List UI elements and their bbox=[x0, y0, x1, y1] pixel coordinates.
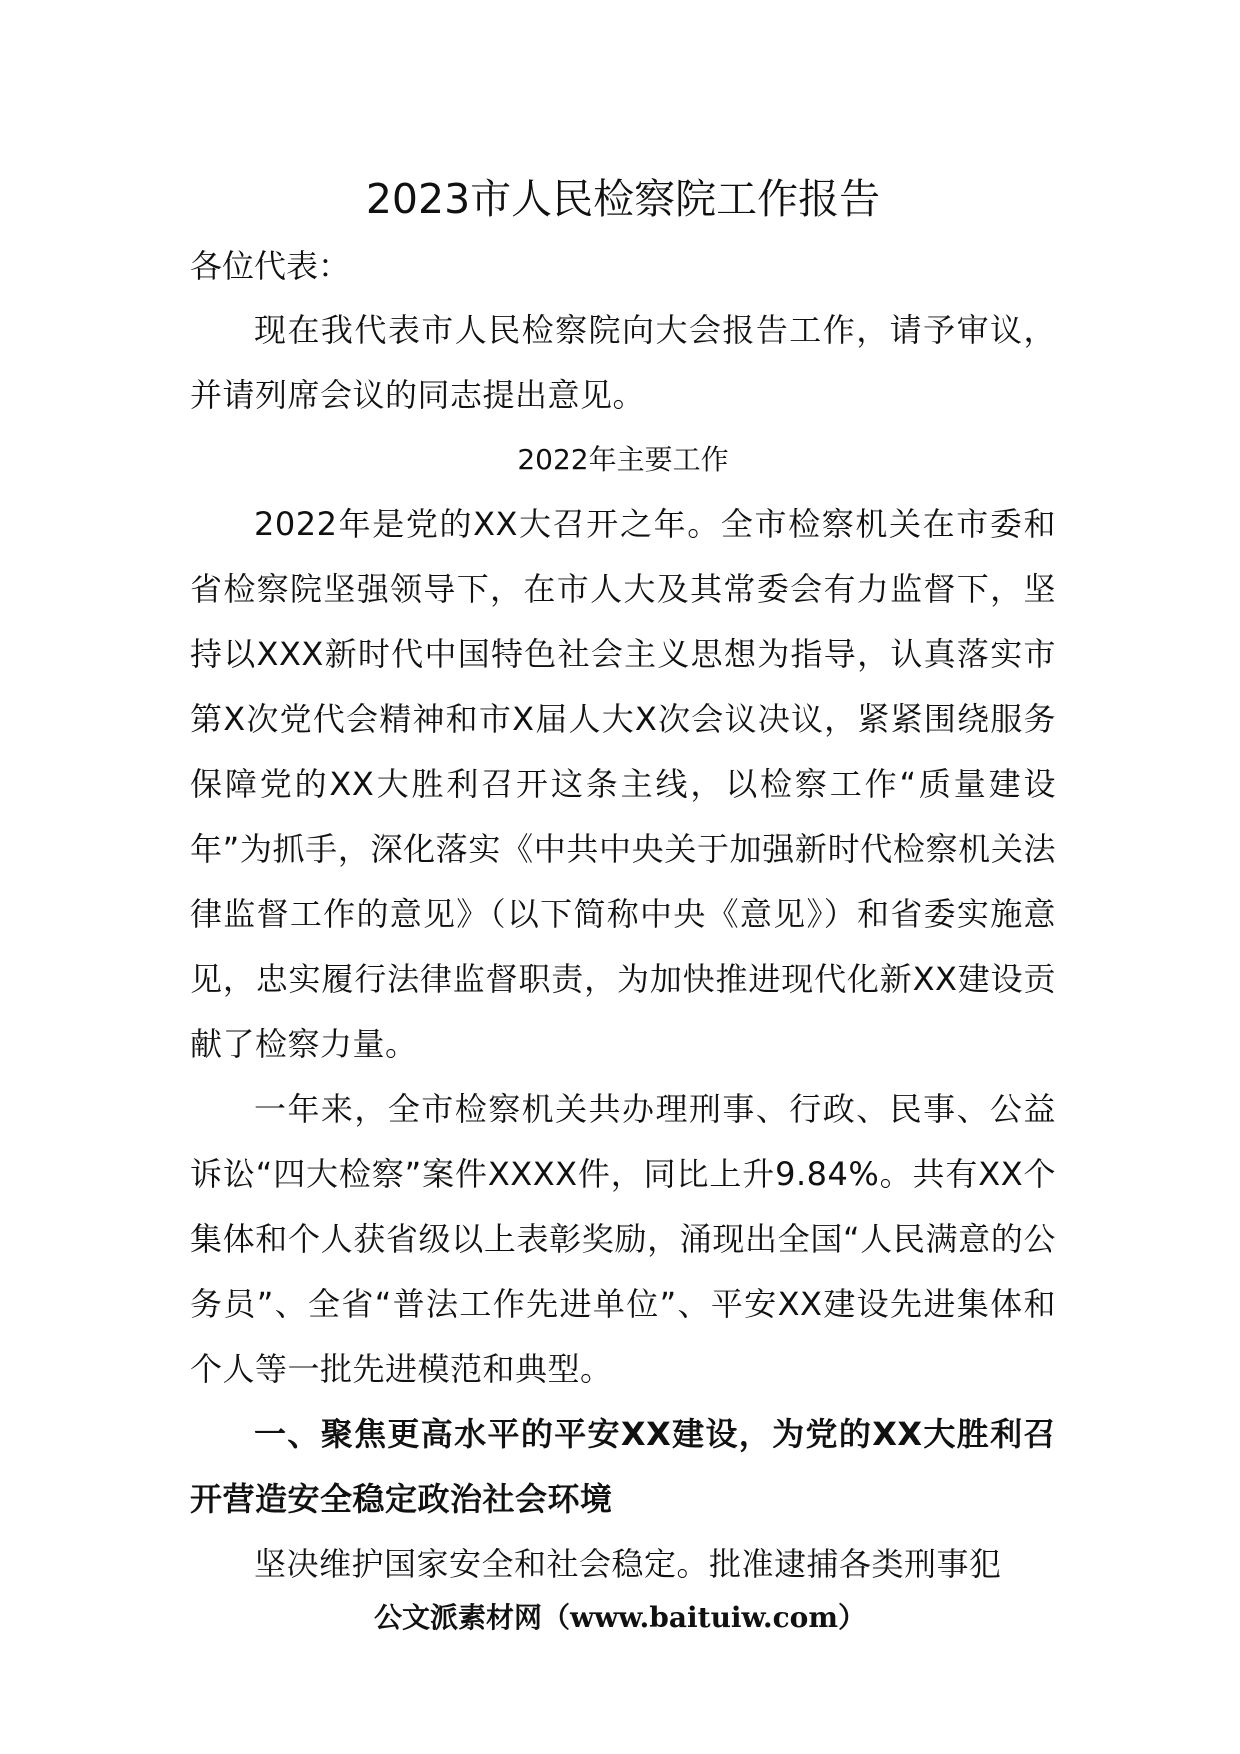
intro-paragraph: 现在我代表市人民检察院向大会报告工作，请予审议，并请列席会议的同志提出意见。 bbox=[190, 311, 1056, 414]
footer-watermark: 公文派素材网（www.baituiw.com） bbox=[374, 1601, 866, 1634]
paragraph-2: 一年来，全市检察机关共办理刑事、行政、民事、公益诉讼“四大检察”案件XXXX件，同比上升9.84%。共有XX个集体和个人获省级以上表彰奖励，涌现出全国“人民满意的公务员”、全省“普法工作先进单位”、平安XX建设先进集体和个人等一批先进模范和典型。 bbox=[190, 1090, 1056, 1388]
salutation: 各位代表： bbox=[190, 247, 351, 285]
paragraph-1: 2022年是党的XX大召开之年。全市检察机关在市委和省检察院坚强领导下，在市人大及其常委会有力监督下，坚持以XXX新时代中国特色社会主义思想为指导，认真落实市第X次党代会精神和市X届人大X次会议决议，紧紧围绕服务保障党的XX大胜利召开这条主线，以检察工作“质量建设年”为抓手，深化落实《中共中央关于加强新时代检察机关法律监督工作的意见》（以下简称中央《意见》）和省委实施意见，忠实履行法律监督职责，为加快推进现代化新XX建设贡献了检察力量。 bbox=[190, 505, 1056, 1063]
document-body bbox=[190, 170, 1056, 1597]
section-title: 2022年主要工作 bbox=[517, 443, 729, 476]
heading-1: 一、聚焦更高水平的平安XX建设，为党的XX大胜利召开营造安全稳定政治社会环境 bbox=[190, 1415, 1056, 1518]
paragraph-3: 坚决维护国家安全和社会稳定。批准逮捕各类刑事犯 bbox=[254, 1545, 1002, 1583]
document-title: 2023市人民检察院工作报告 bbox=[365, 175, 881, 223]
